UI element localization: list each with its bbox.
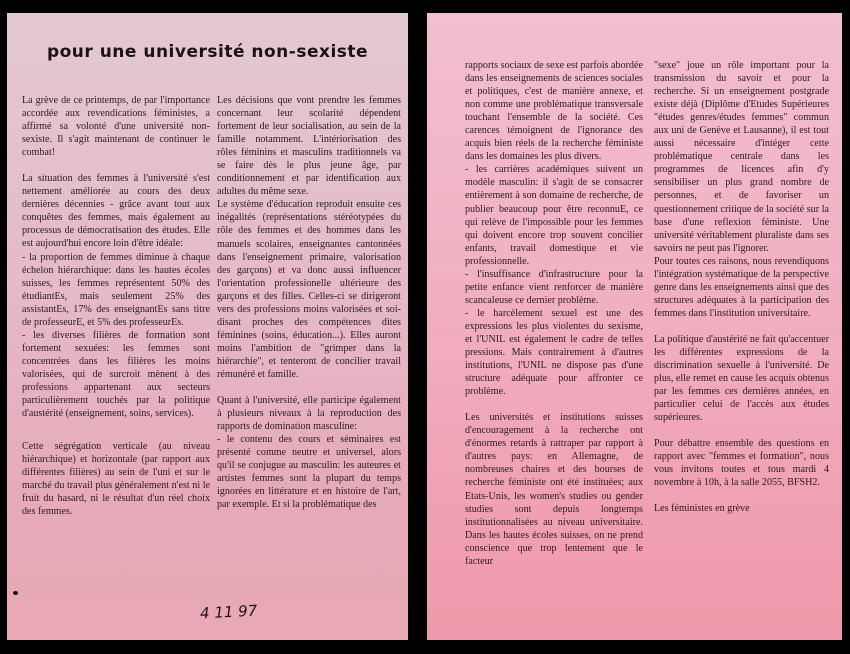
bullet-infrastructure: - l'insuffisance d'infrastructure pour la petite enfance vient renforcer de manière scancaleuse ce dernier problème. — [465, 268, 643, 306]
bullet-harcelement: - le harcèlement sexuel est une des expressions les plus violentes du sexisme, et l'UNIL est également le cadre de telles pressions. Mais contrairement à d'autres institutions, l'UNIL ne dispose pas d'une structure adéquate pour affronter ce problème. — [465, 307, 643, 398]
document-title: pour une université non-sexiste — [46, 42, 369, 62]
signature: Les féministes en grève — [654, 503, 750, 515]
left-page-column-2 — [217, 94, 401, 511]
paragraph-decisions: Les décisions que vont prendre les femmes concernant leur scolarité dépendent fortement de leur socialisation, au sein de la famille notamment. L'intériorisation des rôles féminins et masculins traditionnels va se faire dès le plus jeune âge, par conditionnement et par identification aux adultes du même sexe. — [217, 95, 401, 198]
paragraph-sexe-facteur: "sexe" joue un rôle important pour la transmission du savoir et pour la recherche. Si un enseignement postgrade existe déjà (Diplôme d'Etudes Supérieures "études genres/études femmes" commun aux uni de Genève et Lausanne), il est tout aussi nécessaire d'intéger cette problématique centrale dans les programmes de licences afin d'y sensibiliser un plus grand nombre de personnes, et de favoriser un questionnement critique de la société sur la base d'une reflexion féministe. Une université véritablement pluraliste dans ses savoirs ne peut pas l'ignorer. — [654, 60, 829, 254]
bullet-course-content: - le contenu des cours et séminaires est présenté comme neutre et universel, alors qu'il se conjugue au masculin: les auteures et artistes femmes sont la plupart du temps ignorées en littérature et en histoire de l'art, par exemple. Et si la problématique des — [217, 434, 401, 511]
ink-speck — [13, 591, 18, 595]
paragraph-education-system: Le système d'éducation reproduit ensuite ces inégalités (représentations stéréotypées du rôle des femmes et des hommes dans les manuels scolaires, enseignantes cantonnées dans l'enseignement primaire, valorisation des garçons) et va donc aussi influencer l'orientation professionelle ultérieure des garçons et des filles. Celles-ci se dirigeront vers des professions moins valorisées et soi-disant proches des compétences dites féminines (soins, éducation...). Elles auront moins l'ambition de "grimper dans la hiérarchie", et tenteront de concilier travail rémunéré et famille. — [217, 199, 401, 380]
paragraph-revendications: Pour toutes ces raisons, nous revendiquons l'intégration systématique de la perspective genre dans les enseignements ainsi que des structures adéquates à la participation des femmes dans l'institution universitaire. — [654, 255, 829, 319]
left-page-column-1 — [22, 94, 210, 518]
right-page — [427, 13, 842, 640]
bullet-proportion: - la proportion de femmes diminue à chaque échelon hiérarchique: dans les hautes écoles suisses, les femmes représentent 50% des étudiantEs, mais seulement 25% des assistantEs, 17% des enseignantEs sans titre de professeurE, et 5% des professeurEs. — [22, 251, 210, 328]
right-page-column-2 — [654, 59, 829, 516]
right-page-column-1 — [465, 59, 643, 568]
paragraph-invitation: Pour débattre ensemble des questions en rapport avec "femmes et formation", nous vous invitons toutes et tous mardi 4 novembre à 10h, à la salle 2055, BFSH2. — [654, 438, 829, 489]
paragraph-university: Quant à l'université, elle participe également à plusieurs niveaux à la reproduction des rapports de domination masculine: — [217, 395, 401, 433]
bullet-carrieres: - les carrières académiques suivent un modèle masculin: il s'agit de se consacrer entièrement à son domaine de recherche, de publier beaucoup pour être reconnuE, ce qui relève de l'impossible pour les femmes qui doivent encore trop souvent concilier enfants, travail domestique et vie professionnelle. — [465, 164, 643, 267]
paragraph-segregation: Cette ségrégation verticale (au niveau hiérarchique) et horizontale (par rapport aux différentes filières) au sein de l'uni et sur le marché du travail plus généralement n'est ni le fruit du hasard, ni le résultat d'un réel choix des femmes. — [22, 441, 210, 518]
paragraph-intro: La grève de ce printemps, de par l'importance accordée aux revendications féministes, a affirmé sa volonté d'une université non-sexiste. Il s'agit maintenant de continuer le combat! — [22, 95, 210, 159]
paragraph-austerite: La politique d'austérité ne fait qu'accentuer les différentes expressions de la discrimination sexuelle à l'université. De plus, elle remet en cause les acquis obtenus par les femmes ces dernières années, en particulier celui de l'accès aux études supérieures. — [654, 333, 829, 424]
paragraph-retards: Les universités et institutions suisses d'encouragement à la recherche ont d'énormes retards à rattraper par rapport à d'autres pays: en Allemagne, de nombreuses chaires et des bourses de recherche féministe ont été instituées; aux Etats-Unis, les women's studies ou gender studies sont depuis longtemps institutionnalisées au niveau universitaire. Dans les hautes écoles suisses, on ne prend conscience que trop lentement que le facteur — [465, 412, 643, 567]
handwritten-date: 4 11 97 — [199, 601, 258, 623]
paragraph-situation: La situation des femmes à l'université s'est nettement améliorée au cours des deux dernières décennies - grâce avant tout aux conquêtes des femmes, mais également au processus de démocratisation des études. Elle est aujourd'hui encore loin d'être idéale: — [22, 173, 210, 250]
left-page — [7, 13, 408, 640]
bullet-filieres: - les diverses filières de formation sont fortement sexuées: les femmes sont concentrées dans les filières les moins valorisées, qui de surcroit mènent à des professions appartenant aux secteurs particulièrement touchés par la politique d'austérité (enseignement, soins, services). — [22, 329, 210, 420]
paragraph-rapports-sociaux: rapports sociaux de sexe est parfois abordée dans les enseignements de sciences sociales et politiques, c'est de manière annexe, et non comme une problématique transversale touchant l'ensemble de la société. Ces carences témoignent de l'ignorance des acquis bien réels de la recherche féministe dans les domaines les plus divers. — [465, 60, 643, 163]
